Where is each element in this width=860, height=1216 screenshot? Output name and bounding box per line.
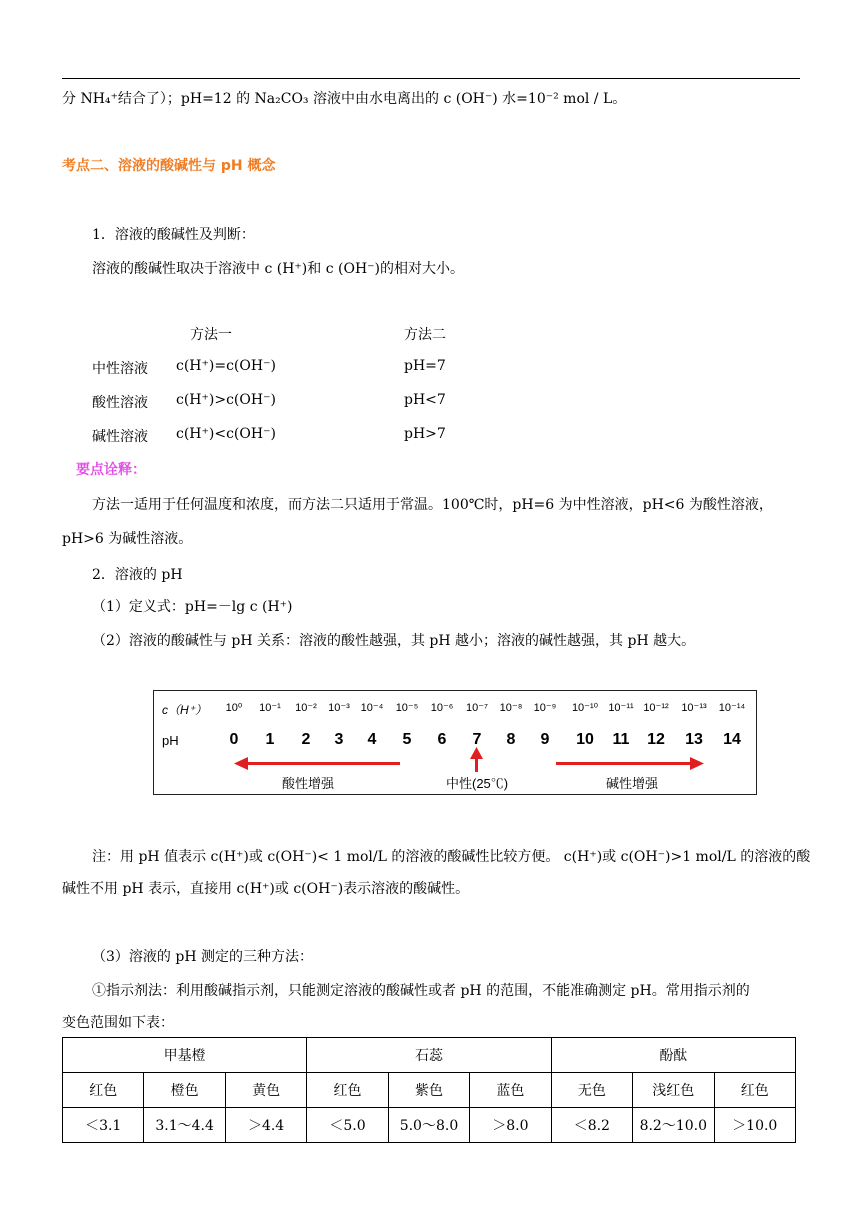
note2-line1: 注：用 pH 值表示 c(H⁺)或 c(OH⁻)< 1 mol/L 的溶液的酸碱性比较方便。 c(H⁺)或 c(OH⁻)>1 mol/L 的溶液的酸	[92, 849, 811, 865]
item2-relation: （2）溶液的酸碱性与 pH 关系：溶液的酸性越强，其 pH 越小；溶液的碱性越强，其 pH 越大。	[92, 633, 696, 649]
concentration-value: 10⁻²	[295, 702, 317, 714]
method-row-m2: pH=7	[404, 358, 446, 374]
ph-value: 3	[334, 731, 344, 748]
concentration-value: 10⁻⁴	[360, 702, 384, 714]
ph-value: 2	[301, 731, 311, 748]
range-cell: 8.2～10.0	[633, 1108, 714, 1143]
base-arrowhead-icon	[690, 757, 704, 770]
ph-value: 14	[723, 731, 741, 748]
indicator-group-cell: 酚酞	[551, 1038, 795, 1073]
range-cell: ＜3.1	[63, 1108, 144, 1143]
color-cell: 红色	[714, 1073, 796, 1108]
concentration-value: 10⁻⁹	[533, 702, 557, 714]
base-arrow	[556, 762, 692, 765]
header-rule	[62, 78, 800, 79]
acid-arrowhead-icon	[234, 757, 248, 770]
method-row-m1: c(H⁺)>c(OH⁻)	[176, 392, 276, 408]
color-cell: 无色	[551, 1073, 632, 1108]
ch-row-label: c（H⁺）	[162, 703, 208, 717]
color-cell: 红色	[63, 1073, 144, 1108]
method-row-m2: pH<7	[404, 392, 446, 408]
base-label: 碱性增强	[606, 776, 659, 791]
item1-title: 1．溶液的酸碱性及判断：	[92, 227, 255, 243]
method2-header: 方法二	[404, 327, 446, 343]
ph-value: 13	[685, 731, 703, 748]
concentration-value: 10⁻¹²	[643, 702, 669, 714]
concentration-value: 10⁻⁶	[430, 702, 454, 714]
ph-value: 4	[367, 731, 377, 748]
method-row-m1: c(H⁺)=c(OH⁻)	[176, 358, 276, 374]
method-row-name: 中性溶液	[92, 361, 148, 377]
ph-value: 5	[402, 731, 412, 748]
concentration-value: 10⁻¹⁴	[718, 702, 746, 714]
range-cell: 3.1～4.4	[144, 1108, 225, 1143]
note-text-line2: pH>6 为碱性溶液。	[62, 531, 193, 547]
method-row-m1: c(H⁺)<c(OH⁻)	[176, 426, 276, 442]
ph-value: 11	[612, 731, 630, 748]
ph-scale-figure	[153, 690, 757, 795]
indicator-table	[62, 1037, 796, 1143]
ph-value: 0	[229, 731, 239, 748]
note-label: 要点诠释：	[76, 462, 146, 478]
ph-value: 7	[472, 731, 482, 748]
ph-value: 12	[647, 731, 665, 748]
concentration-value: 10⁻⁸	[499, 702, 523, 714]
concentration-value: 10⁻¹¹	[608, 702, 634, 714]
color-cell: 紫色	[388, 1073, 469, 1108]
range-cell: 5.0～8.0	[388, 1108, 469, 1143]
item1-text: 溶液的酸碱性取决于溶液中 c (H⁺)和 c (OH⁻)的相对大小。	[92, 261, 465, 277]
acid-label: 酸性增强	[282, 776, 335, 791]
color-cell: 蓝色	[470, 1073, 551, 1108]
concentration-value: 10⁻¹	[259, 702, 281, 714]
table-row	[63, 1108, 796, 1143]
method-row-name: 碱性溶液	[92, 429, 148, 445]
concentration-value: 10⁻³	[328, 702, 350, 714]
color-cell: 红色	[307, 1073, 388, 1108]
color-cell: 橙色	[144, 1073, 225, 1108]
note-text-line1: 方法一适用于任何温度和浓度，而方法二只适用于常温。100℃时，pH=6 为中性溶液，pH<6 为酸性溶液，	[92, 497, 773, 513]
range-cell: ＜8.2	[551, 1108, 632, 1143]
range-cell: ＞10.0	[714, 1108, 796, 1143]
indicator-group-cell: 石蕊	[307, 1038, 551, 1073]
item3-title: （3）溶液的 pH 测定的三种方法：	[92, 949, 313, 965]
method1-header: 方法一	[190, 327, 232, 343]
item2-definition: （1）定义式：pH=－lg c (H⁺)	[92, 599, 293, 615]
neutral-label: 中性(25℃)	[446, 776, 509, 791]
ph-value: 6	[437, 731, 447, 748]
acid-arrow	[242, 762, 400, 765]
ph-value: 8	[506, 731, 516, 748]
method-row-name: 酸性溶液	[92, 395, 148, 411]
ph-value: 1	[265, 731, 275, 748]
indicator-group-cell: 甲基橙	[63, 1038, 307, 1073]
neutral-arrowhead-icon	[470, 747, 483, 759]
method-row-m2: pH>7	[404, 426, 446, 442]
concentration-value: 10⁻¹⁰	[571, 702, 599, 714]
note2-line2: 碱性不用 pH 表示，直接用 c(H⁺)或 c(OH⁻)表示溶液的酸碱性。	[62, 881, 470, 897]
section-title: 考点二、溶液的酸碱性与 pH 概念	[62, 158, 276, 174]
ph-value: 9	[540, 731, 550, 748]
concentration-value: 10⁻¹³	[681, 702, 707, 714]
ph-value: 10	[576, 731, 594, 748]
concentration-value: 10⁻⁷	[465, 702, 489, 714]
color-cell: 黄色	[225, 1073, 306, 1108]
item3-line1: ①指示剂法：利用酸碱指示剂，只能测定溶液的酸碱性或者 pH 的范围，不能准确测定 pH。常用指示剂的	[92, 983, 750, 999]
range-cell: ＞4.4	[225, 1108, 306, 1143]
item3-line2: 变色范围如下表：	[62, 1015, 174, 1031]
table-row	[63, 1038, 796, 1073]
continued-text-line: 分 NH₄⁺结合了）；pH=12 的 Na₂CO₃ 溶液中由水电离出的 c (OH⁻) 水=10⁻² mol / L。	[62, 91, 627, 107]
concentration-value: 10⁰	[225, 702, 243, 714]
ph-row-label: pH	[162, 733, 179, 748]
concentration-value: 10⁻⁵	[395, 702, 419, 714]
range-cell: ＞8.0	[470, 1108, 551, 1143]
table-row	[63, 1073, 796, 1108]
item2-title: 2．溶液的 pH	[92, 567, 183, 583]
range-cell: ＜5.0	[307, 1108, 388, 1143]
color-cell: 浅红色	[633, 1073, 714, 1108]
